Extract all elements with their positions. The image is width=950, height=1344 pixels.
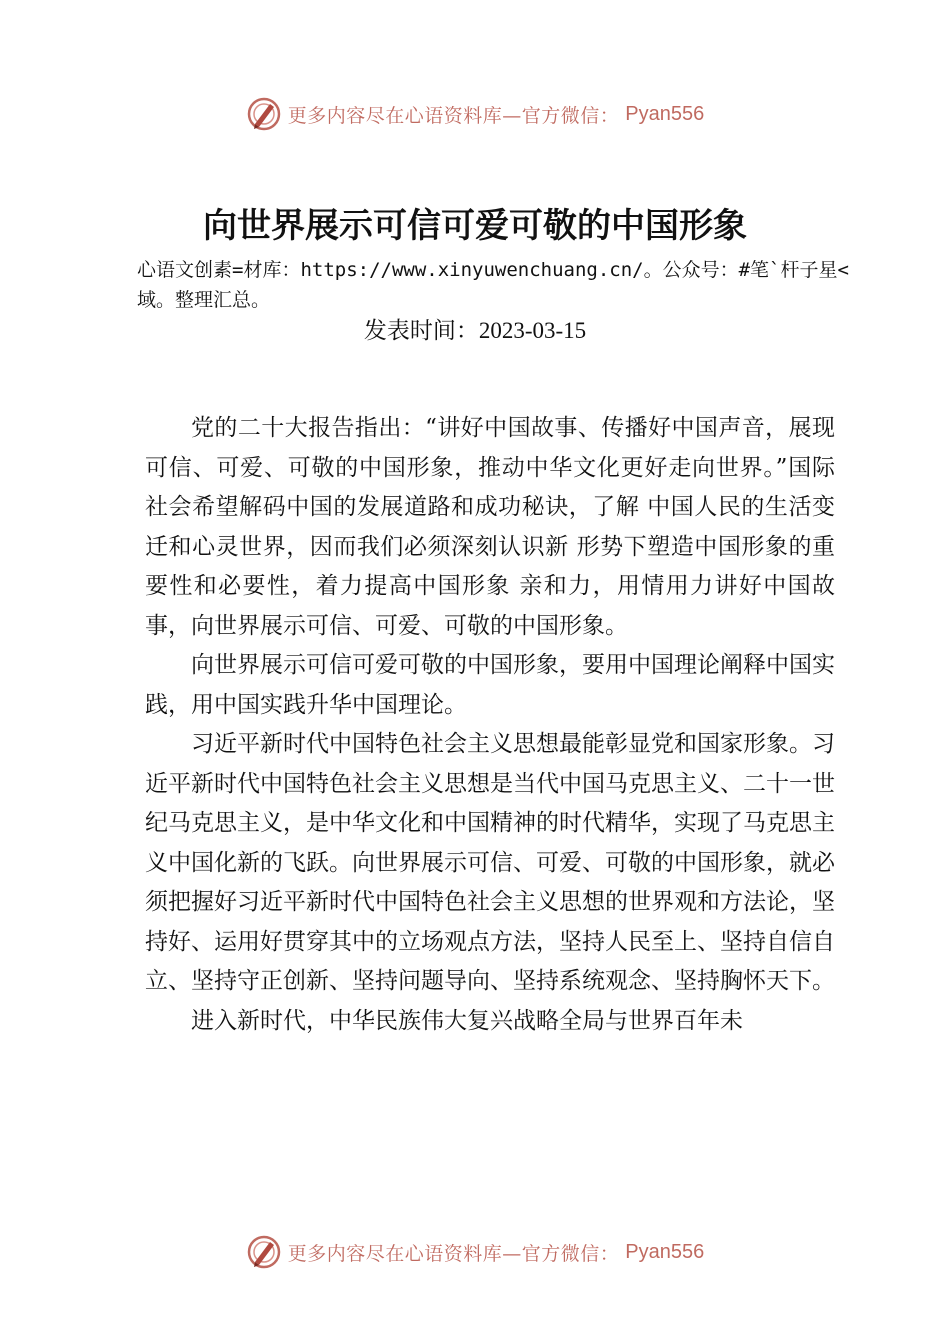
paragraph-3: 习近平新时代中国特色社会主义思想最能彰显党和国家形象。习近平新时代中国特色社会主义思想是当代中国马克思主义、二十一世纪马克思主义，是中华文化和中国精神的时代精华，实现了马克思主义中国化新的飞跃。向世界展示可信、可爱、可敬的中国形象，就必须把握好习近平新时代中国特色社会主义思想的世界观和方法论，坚持好、运用好贯穿其中的立场观点方法，坚持人民至上、坚持自信自立、坚持守正创新、坚持问题导向、坚持系统观念、坚持胸怀天下。 (145, 731, 835, 994)
source-line: 心语文创素=材库：https://www.xinyuwenchuang.cn/。公众号：#笔`杆子星<域。整理汇总。 (137, 259, 849, 311)
article-body (145, 409, 835, 1041)
publish-date: 发表时间：2023-03-15 (363, 318, 587, 343)
banner-text: 更多内容尽在心语资料库—官方微信： (287, 1242, 620, 1265)
wechat-id: Pyan556 (625, 1240, 705, 1263)
header-banner (0, 94, 950, 134)
document-title: 向世界展示可信可爱可敬的中国形象 (203, 206, 747, 246)
pen-logo-icon (246, 96, 282, 132)
paragraph-4: 进入新时代，中华民族伟大复兴战略全局与世界百年未 (191, 1007, 743, 1034)
paragraph-2: 向世界展示可信可爱可敬的中国形象，要用中国理论阐释中国实践，用中国实践升华中国理论。 (145, 652, 835, 718)
wechat-id: Pyan556 (625, 102, 705, 125)
banner-text: 更多内容尽在心语资料库—官方微信： (287, 104, 620, 127)
pen-logo-icon (246, 1234, 282, 1270)
footer-banner (0, 1232, 950, 1272)
paragraph-1: 党的二十大报告指出：“讲好中国故事、传播好中国声音，展现可信、可爱、可敬的中国形象，推动中华文化更好走向世界。”国际社会希望解码中国的发展道路和成功秘诀，了解 中国人民的生活变迁和心灵世界，因而我们必须深刻认识新 形势下塑造中国形象的重要性和必要性，着力提高中国形象 亲和力，用情用力讲好中国故事，向世界展示可信、可爱、可敬的中国形象。 (145, 415, 835, 639)
